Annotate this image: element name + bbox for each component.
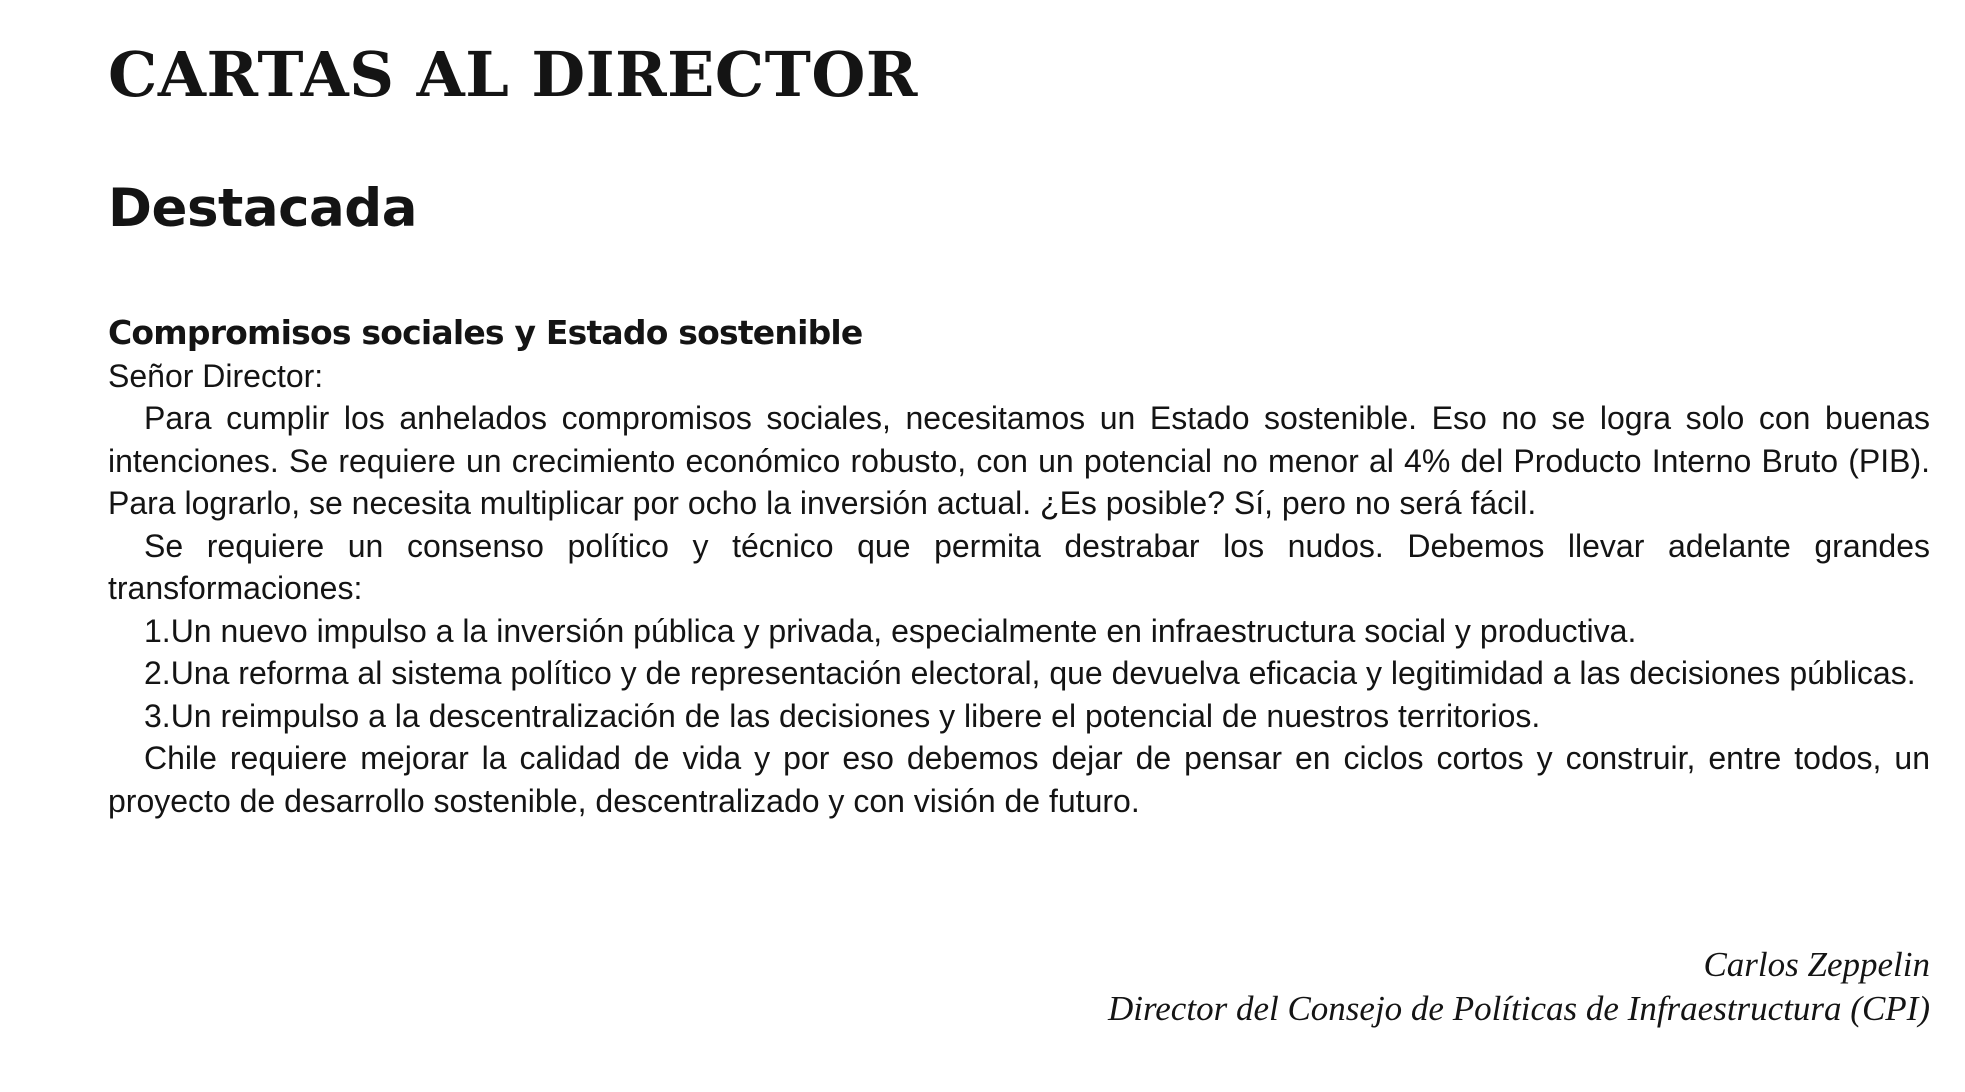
letter-list-item: 2.Una reforma al sistema político y de representación electoral, que devuelva eficacia y legitimidad a las decisiones públicas.: [144, 655, 1916, 691]
section-title: CARTAS AL DIRECTOR: [108, 38, 918, 111]
letter-paragraph: Para cumplir los anhelados compromisos sociales, necesitamos un Estado sostenible. Eso no se logra solo con buenas intenciones. Se requiere un crecimiento económico robusto, con un potencial no menor al 4% del Producto Interno Bruto (PIB). Para lograrlo, se necesita multiplicar por ocho la inversión actual. ¿Es posible? Sí, pero no será fácil.: [108, 400, 1930, 521]
letter-list-item: 1.Un nuevo impulso a la inversión pública y privada, especialmente en infraestructura social y productiva.: [144, 612, 1637, 649]
letter-list-item: 3.Un reimpulso a la descentralización de las decisiones y libere el potencial de nuestros territorios.: [144, 697, 1541, 734]
letter-closing-paragraph: Chile requiere mejorar la calidad de vida y por eso debemos dejar de pensar en ciclos cortos y construir, entre todos, un proyecto de desarrollo sostenible, descentralizado y con visión de futuro.: [108, 740, 1930, 819]
featured-letter: [108, 312, 1930, 822]
featured-label: Destacada: [108, 178, 417, 239]
letter-paragraph: Se requiere un consenso político y técnico que permita destrabar los nudos. Debemos llevar adelante grandes transformaciones:: [108, 527, 1930, 606]
letter-title: Compromisos sociales y Estado sostenible: [108, 313, 863, 352]
letter-signature: [1108, 943, 1930, 1031]
signature-position: Director del Consejo de Políticas de Infraestructura (CPI): [1107, 989, 1930, 1028]
signature-name: Carlos Zeppelin: [1703, 945, 1930, 984]
letter-salutation: Señor Director:: [108, 357, 324, 394]
